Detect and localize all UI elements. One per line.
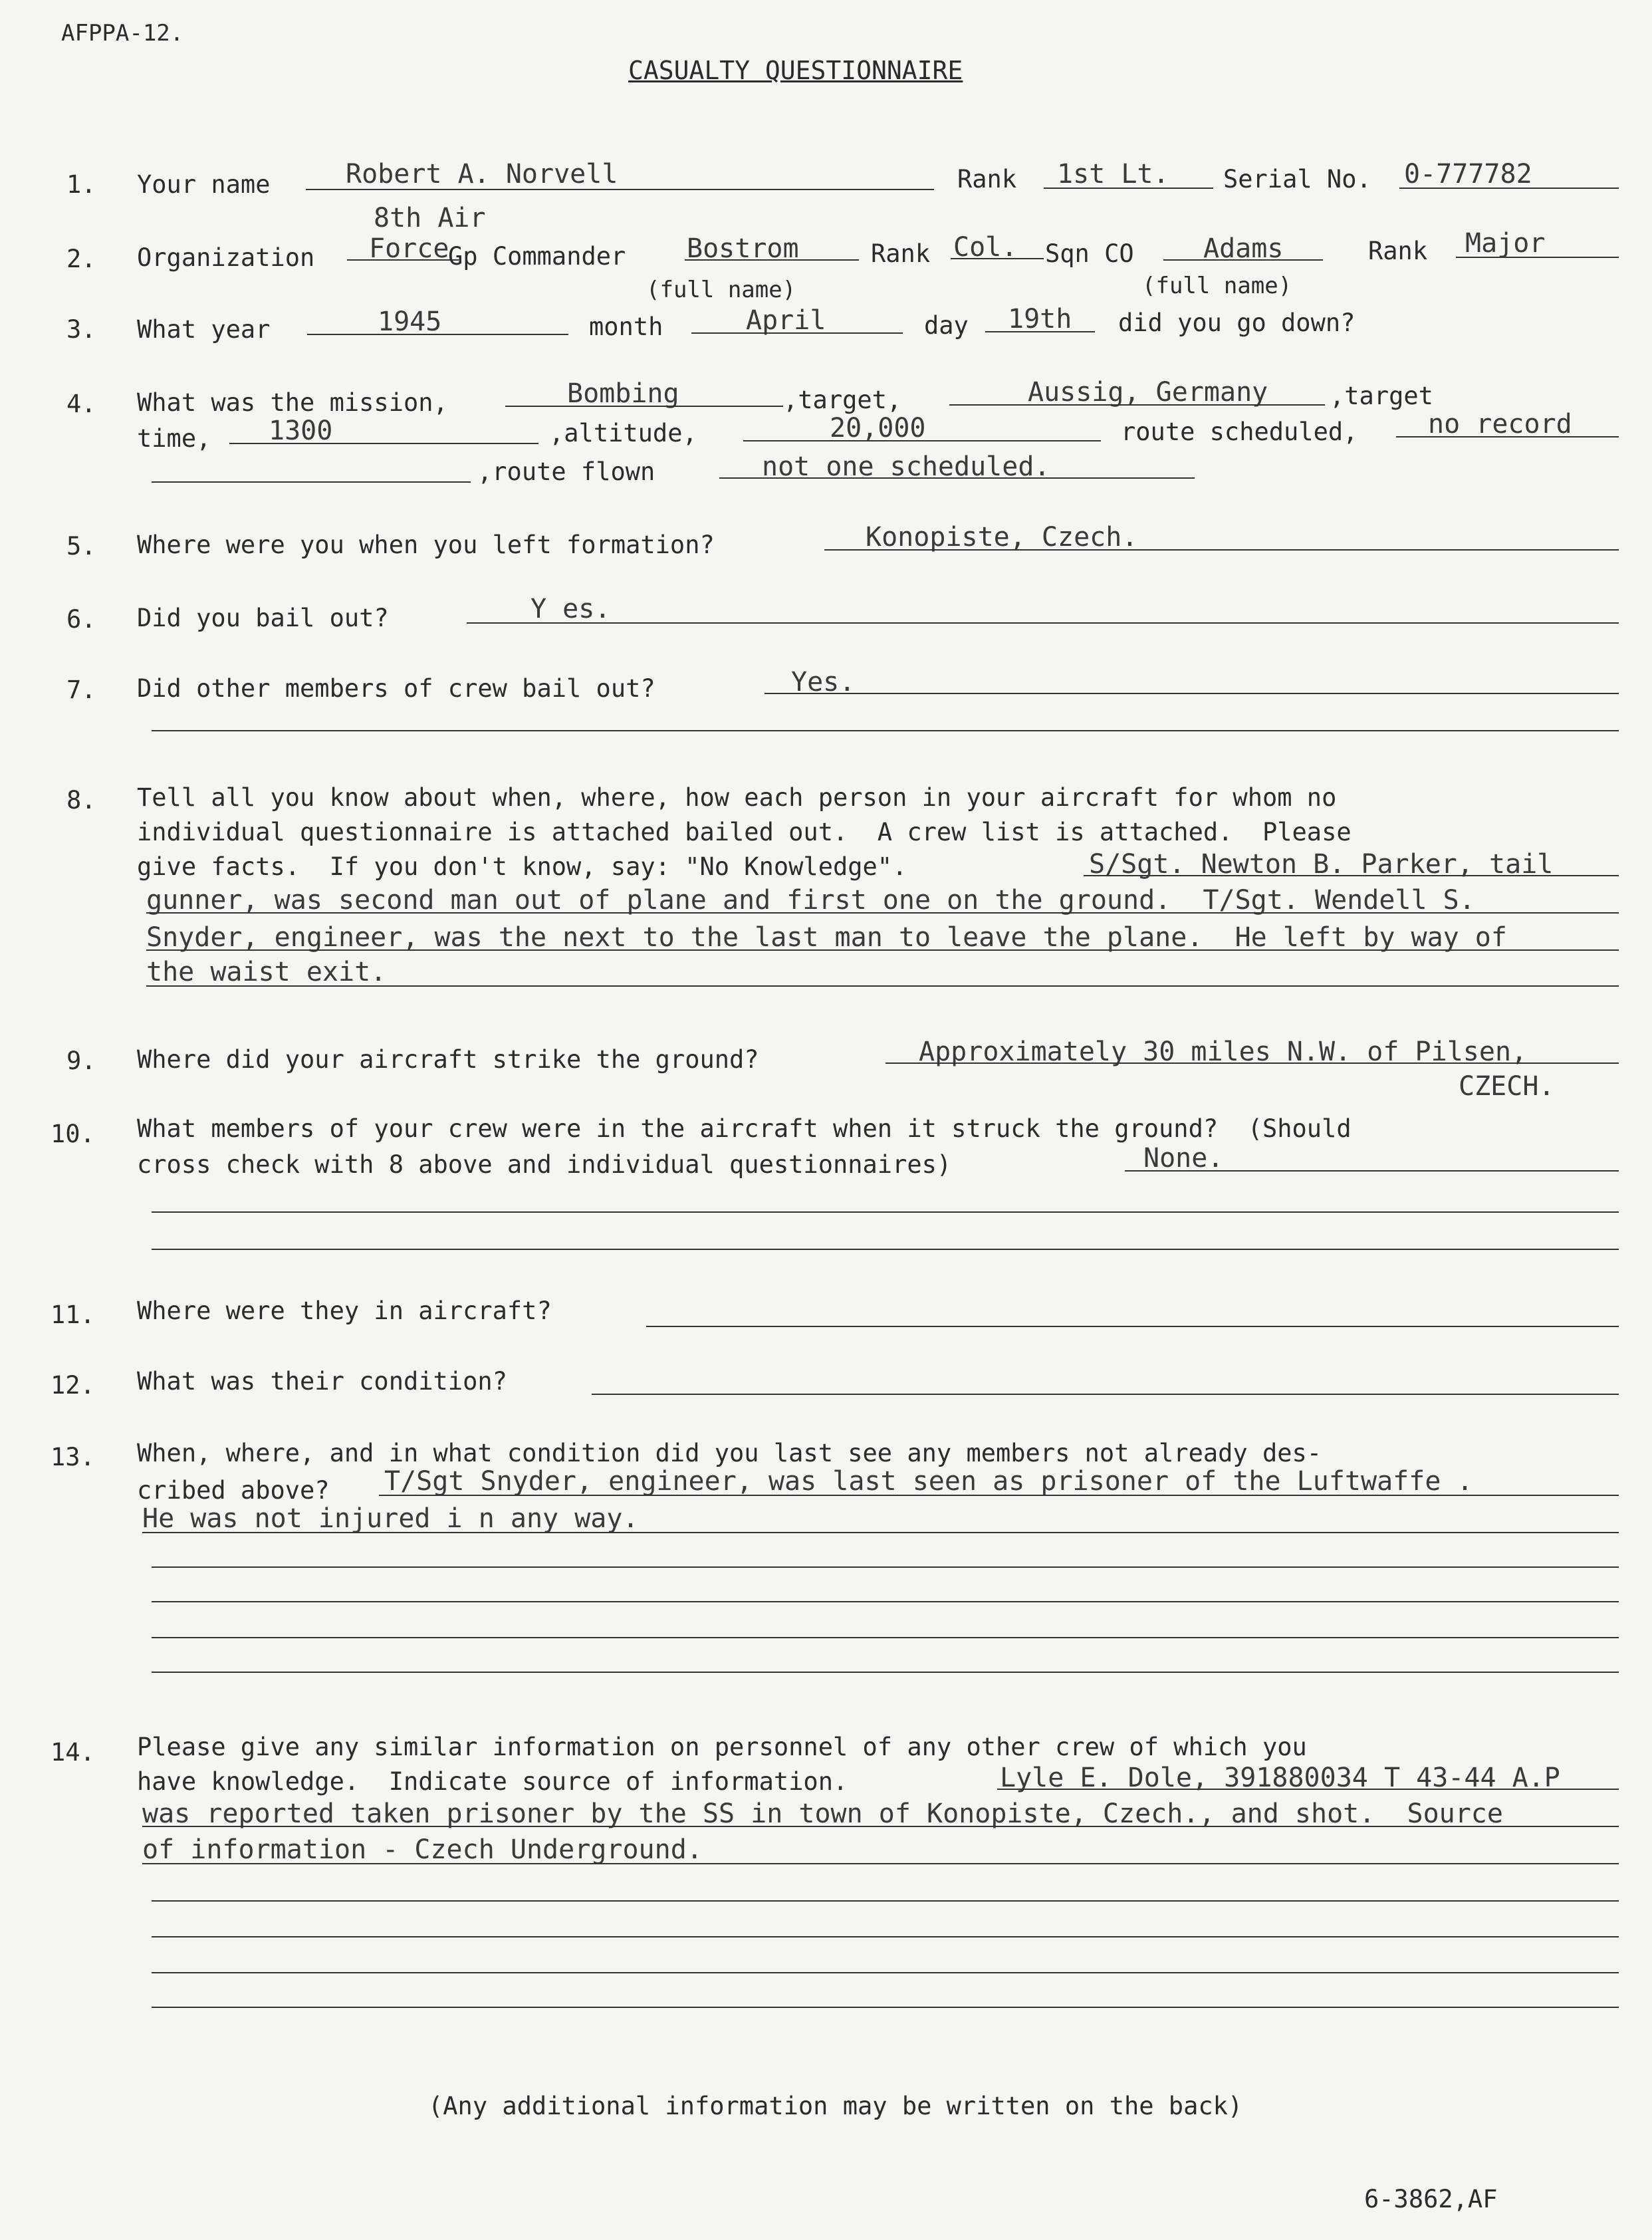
q2-gp-rank-line [951, 258, 1044, 259]
q4-time-label: time, [137, 424, 211, 453]
q6-number: 6. [66, 605, 96, 634]
q12-line [592, 1394, 1619, 1395]
q3-year-value[interactable]: 1945 [378, 307, 442, 337]
q9-answer-2[interactable]: CZECH. [1459, 1071, 1555, 1102]
q14-answer-3[interactable]: of information - Czech Underground. [142, 1834, 703, 1865]
q3-month-label: month [589, 312, 663, 341]
q4-target-line [949, 404, 1325, 406]
q8-answer-2[interactable]: gunner, was second man out of plane and first one on the ground. T/Sgt. Wendell S. [146, 885, 1475, 916]
q13-blank-line-2 [152, 1601, 1619, 1602]
q1-label: Your name [137, 170, 271, 199]
q6-answer[interactable]: Y es. [531, 594, 611, 624]
q13-answer-2[interactable]: He was not injured i n any way. [142, 1503, 639, 1534]
q4-mission-label: What was the mission, [137, 388, 448, 417]
form-number: 6-3862,AF [1364, 2185, 1498, 2213]
q2-sqn-rank-value[interactable]: Major [1465, 228, 1546, 259]
q3-month-value[interactable]: April [746, 305, 826, 336]
q7-line-2 [152, 730, 1619, 731]
q2-gp-label: Gp Commander [448, 242, 626, 271]
q4-time-value[interactable]: 1300 [269, 416, 333, 446]
q8-answer-3[interactable]: Snyder, engineer, was the next to the last man to leave the plane. He left by way of [146, 922, 1507, 953]
q4-altitude-line [743, 440, 1101, 441]
q9-number: 9. [66, 1047, 96, 1075]
q14-blank-line-3 [152, 1972, 1619, 1973]
q9-label: Where did your aircraft strike the ground? [137, 1045, 759, 1074]
q8-line-1: Tell all you know about when, where, how each person in your aircraft for whom no [137, 783, 1337, 812]
q9-line [885, 1062, 1619, 1064]
q13-answer-line-1 [379, 1495, 1619, 1496]
q14-answer-line-2 [142, 1826, 1619, 1827]
q3-day-value[interactable]: 19th [1008, 304, 1072, 334]
q4-number: 4. [66, 390, 96, 418]
q10-line-1-rule [1125, 1170, 1619, 1172]
q10-line-2: cross check with 8 above and individual questionnaires) [137, 1150, 952, 1179]
q2-full-name-2: (full name) [1142, 273, 1292, 299]
q10-line-3-rule [152, 1249, 1619, 1250]
q3-day-line [985, 331, 1095, 332]
q12-label: What was their condition? [137, 1367, 507, 1396]
q2-gp-rank-value[interactable]: Col. [953, 232, 1018, 263]
q2-sqn-line [1163, 259, 1323, 261]
q2-org-bottom[interactable]: Force [369, 233, 449, 264]
q14-line-1: Please give any similar information on personnel of any other crew of which you [137, 1733, 1307, 1761]
q8-line-3: give facts. If you don't know, say: "No Knowledge". [137, 852, 907, 881]
q4-target-label: ,target, [783, 386, 902, 414]
q1-rank-value[interactable]: 1st Lt. [1057, 159, 1169, 189]
q5-line [824, 549, 1619, 551]
q4-route-scheduled-line [1396, 436, 1619, 437]
q2-sqn-co-value[interactable]: Adams [1203, 233, 1284, 264]
q10-line-2-rule [152, 1211, 1619, 1213]
q2-number: 2. [66, 245, 96, 273]
q1-number: 1. [66, 170, 96, 199]
form-id: AFPPA-12. [61, 20, 184, 47]
q5-label: Where were you when you left formation? [137, 531, 715, 559]
q14-answer-line-1 [997, 1789, 1619, 1790]
q4-route-flown-line [719, 477, 1195, 479]
q4-route-scheduled-label: route scheduled, [1121, 418, 1358, 446]
q2-gp-commander-value[interactable]: Bostrom [687, 233, 799, 264]
q2-rank-label-2: Rank [1368, 237, 1428, 265]
q11-line [646, 1326, 1619, 1327]
q3-month-line [691, 332, 903, 334]
q13-blank-line-4 [152, 1672, 1619, 1673]
q13-number: 13. [51, 1443, 95, 1471]
q9-answer[interactable]: Approximately 30 miles N.W. of Pilsen, [919, 1037, 1528, 1067]
q4-route-scheduled-value[interactable]: no record [1428, 409, 1572, 439]
q8-answer-line-3 [146, 949, 1619, 951]
q14-answer-2[interactable]: was reported taken prisoner by the SS in town of Konopiste, Czech., and shot. Source [142, 1799, 1503, 1829]
q14-line-2: have knowledge. Indicate source of information. [137, 1767, 848, 1796]
q14-blank-line-1 [152, 1900, 1619, 1902]
q11-number: 11. [51, 1301, 95, 1329]
q13-line-1: When, where, and in what condition did you last see any members not already des- [137, 1439, 1322, 1467]
q12-number: 12. [51, 1371, 95, 1400]
q3-year-label: What year [137, 315, 271, 344]
page-title: CASUALTY QUESTIONNAIRE [628, 56, 963, 85]
q4-mission-value[interactable]: Bombing [567, 378, 679, 409]
q5-answer[interactable]: Konopiste, Czech. [866, 522, 1138, 553]
q2-rank-label: Rank [871, 239, 931, 268]
q8-answer-1[interactable]: S/Sgt. Newton B. Parker, tail [1089, 849, 1554, 880]
q10-answer[interactable]: None. [1143, 1143, 1224, 1174]
q4-target-time-label: ,target [1330, 382, 1433, 410]
footer-note: (Any additional information may be written on the back) [428, 2092, 1243, 2120]
q8-answer-4[interactable]: the waist exit. [146, 957, 387, 987]
q13-answer-line-2 [142, 1532, 1619, 1533]
q3-day-label: day [924, 311, 969, 340]
q2-full-name-1: (full name) [646, 277, 796, 303]
q10-line-1: What members of your crew were in the aircraft when it struck the ground? (Should [137, 1114, 1352, 1143]
q13-blank-line-1 [152, 1566, 1619, 1568]
q5-number: 5. [66, 532, 96, 560]
q7-answer[interactable]: Yes. [791, 667, 856, 697]
q6-label: Did you bail out? [137, 604, 389, 632]
q4-route-flown-value[interactable]: not one scheduled. [762, 451, 1050, 482]
q6-line [467, 622, 1619, 624]
q8-number: 8. [66, 786, 96, 814]
q4-target-value[interactable]: Aussig, Germany [1028, 377, 1268, 408]
q13-blank-line-3 [152, 1637, 1619, 1638]
q3-number: 3. [66, 315, 96, 344]
q14-blank-line-2 [152, 1936, 1619, 1937]
q4-altitude-value[interactable]: 20,000 [830, 413, 926, 443]
q2-org-line [347, 259, 459, 261]
q13-line-2: cribed above? [137, 1476, 330, 1505]
q7-line-1 [765, 693, 1619, 694]
q14-number: 14. [51, 1738, 95, 1767]
q8-answer-line-2 [146, 912, 1619, 914]
q14-answer-1[interactable]: Lyle E. Dole, 391880034 T 43-44 A.P [1000, 1763, 1560, 1793]
q8-line-2: individual questionnaire is attached bailed out. A crew list is attached. Please [137, 818, 1352, 846]
q14-answer-line-3 [142, 1863, 1619, 1864]
q7-label: Did other members of crew bail out? [137, 674, 655, 703]
q1-name-value[interactable]: Robert A. Norvell [346, 159, 618, 189]
q7-number: 7. [66, 676, 96, 704]
q11-label: Where were they in aircraft? [137, 1297, 552, 1325]
q2-label: Organization [137, 243, 315, 272]
q8-answer-line-1 [1084, 875, 1619, 876]
q2-sqn-rank-line [1456, 257, 1619, 258]
q3-year-line [307, 334, 568, 335]
q2-sqn-label: Sqn CO [1045, 239, 1134, 268]
q8-answer-line-4 [146, 985, 1619, 987]
q1-serial-value[interactable]: 0-777782 [1404, 159, 1532, 189]
q4-altitude-label: ,altitude, [549, 419, 697, 447]
q4-route-prefix-line [152, 481, 471, 483]
q3-suffix: did you go down? [1118, 309, 1356, 337]
q4-time-line [229, 443, 538, 444]
q10-number: 10. [51, 1120, 95, 1148]
q4-mission-line [505, 406, 783, 407]
q2-org-top: 8th Air [374, 203, 486, 233]
q1-rank-label: Rank [957, 165, 1017, 193]
q1-serial-label: Serial No. [1223, 165, 1371, 193]
q13-answer-1[interactable]: T/Sgt Snyder, engineer, was last seen as prisoner of the Luftwaffe . [384, 1466, 1473, 1497]
q4-route-flown-label: ,route flown [477, 457, 655, 486]
q14-blank-line-4 [152, 2007, 1619, 2008]
q2-gp-line [685, 259, 859, 261]
